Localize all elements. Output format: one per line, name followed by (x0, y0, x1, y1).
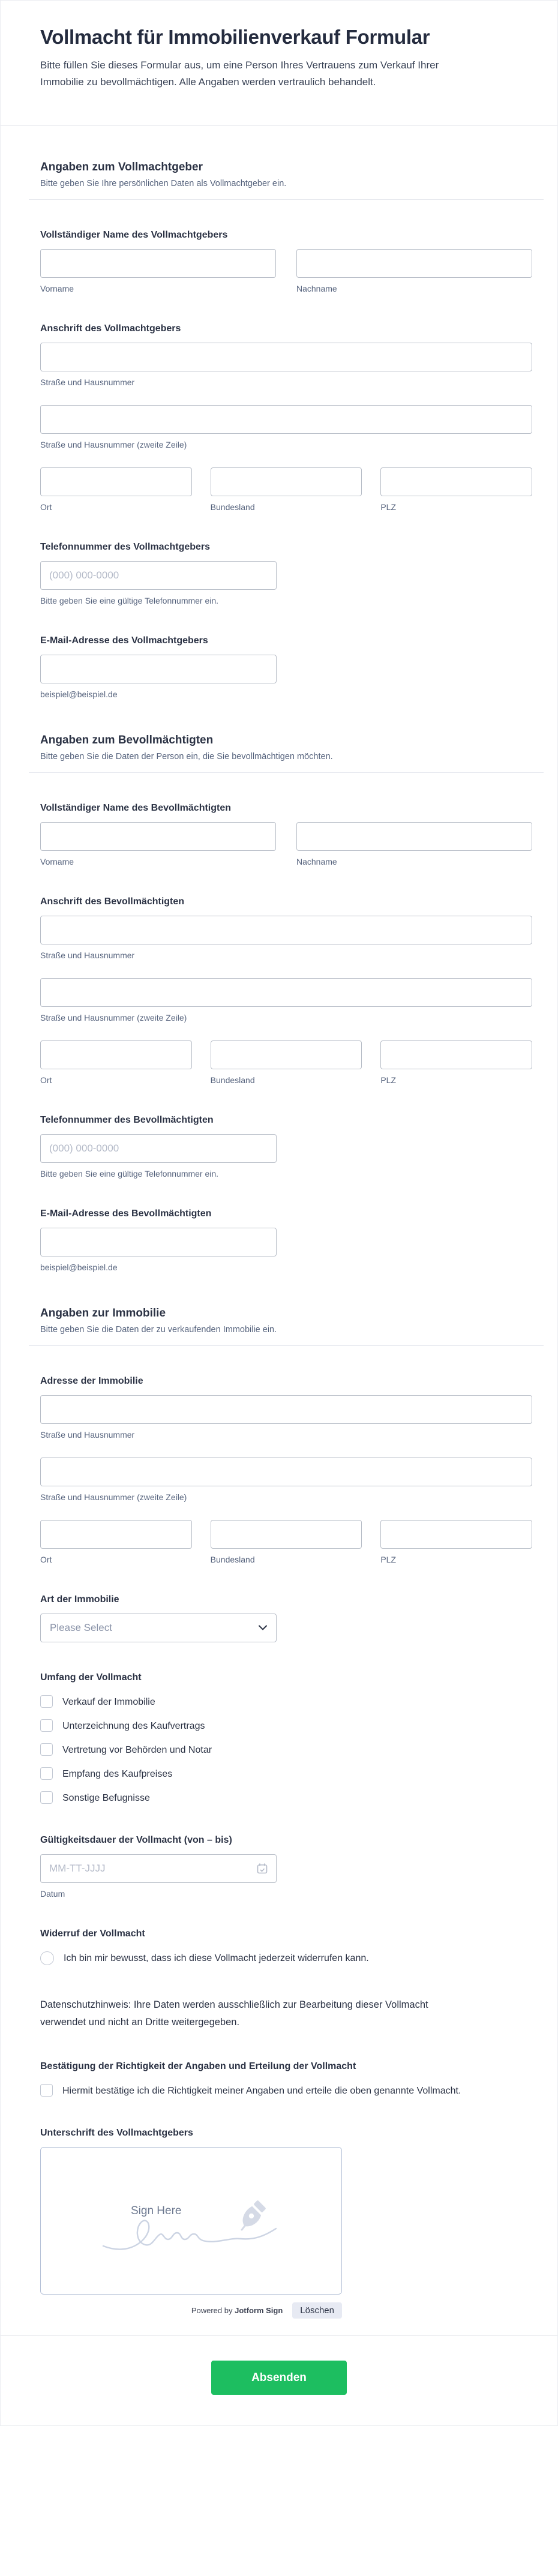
question-label: E-Mail-Adresse des Vollmachtgebers (40, 635, 208, 646)
email-example: beispiel@beispiel.de (40, 689, 118, 699)
section-divider (29, 1345, 544, 1346)
question-grantor-address (40, 323, 532, 512)
section-divider (29, 772, 544, 773)
chevron-down-icon (259, 1623, 267, 1633)
sign-here-label: Sign Here (131, 2205, 182, 2217)
question-revocation (40, 1929, 532, 1965)
sublabel-state: Bundesland (210, 1555, 255, 1564)
select-placeholder: Please Select (50, 1622, 112, 1633)
scope-option-verkauf[interactable] (40, 1695, 532, 1709)
section-property (40, 1272, 532, 2319)
question-validity (40, 1835, 532, 1899)
agent-last-name-input[interactable] (296, 822, 532, 851)
property-street-input[interactable] (40, 1395, 532, 1424)
grantor-street2-input[interactable] (40, 405, 532, 434)
sublabel-zip: PLZ (380, 1075, 397, 1085)
question-label: Bestätigung der Richtigkeit der Angaben und Erteilung der Vollmacht (40, 2061, 356, 2071)
option-label: Ich bin mir bewusst, dass ich diese Vollmacht jederzeit widerrufen kann. (64, 1953, 369, 1963)
question-label: Adresse der Immobilie (40, 1376, 143, 1386)
section-grantor (40, 126, 532, 699)
sublabel-street2: Straße und Hausnummer (zweite Zeile) (40, 1013, 187, 1022)
agent-email-input[interactable] (40, 1228, 277, 1256)
scope-option-unterzeichnung[interactable] (40, 1719, 532, 1733)
sublabel-city: Ort (40, 1075, 52, 1085)
section-agent-subtitle: Bitte geben Sie die Daten der Person ein, die Sie bevollmächtigen möchten. (40, 752, 333, 761)
property-street2-input[interactable] (40, 1458, 532, 1486)
question-agent-phone (40, 1115, 532, 1178)
question-signature (40, 2128, 532, 2319)
grantor-city-input[interactable] (40, 467, 192, 496)
sublabel-street: Straße und Hausnummer (40, 377, 135, 387)
section-property-subtitle: Bitte geben Sie die Daten der zu verkaufenden Immobilie ein. (40, 1325, 277, 1335)
grantor-last-name-input[interactable] (296, 249, 532, 278)
sublabel-date: Datum (40, 1889, 65, 1899)
form-subtitle: Bitte füllen Sie dieses Formular aus, um eine Person Ihres Vertrauens zum Verkauf Ihrer Immobilie zu bevollmächtigen. Alle Angaben werden vertraulich behandelt. (40, 59, 439, 88)
question-scope (40, 1672, 532, 1805)
checkbox[interactable] (40, 1719, 53, 1732)
agent-phone-input[interactable] (40, 1134, 277, 1163)
agent-street-input[interactable] (40, 916, 532, 944)
agent-street2-input[interactable] (40, 978, 532, 1007)
question-label: Umfang der Vollmacht (40, 1672, 142, 1683)
agent-state-input[interactable] (211, 1040, 362, 1069)
option-label: Empfang des Kaufpreises (62, 1769, 173, 1779)
property-state-input[interactable] (211, 1520, 362, 1549)
section-property-title: Angaben zur Immobilie (40, 1307, 166, 1320)
scope-option-vertretung[interactable] (40, 1743, 532, 1757)
sublabel-street2: Straße und Hausnummer (zweite Zeile) (40, 1492, 187, 1502)
question-property-type (40, 1594, 532, 1642)
question-label: Gültigkeitsdauer der Vollmacht (von – bis) (40, 1835, 232, 1845)
question-agent-email (40, 1208, 532, 1272)
sublabel-street2: Straße und Hausnummer (zweite Zeile) (40, 440, 187, 449)
checkbox[interactable] (40, 1695, 53, 1708)
section-agent (40, 699, 532, 1272)
sublabel-zip: PLZ (380, 1555, 397, 1564)
checkbox[interactable] (40, 1767, 53, 1780)
agent-city-input[interactable] (40, 1040, 192, 1069)
sublabel-city: Ort (40, 1555, 52, 1564)
section-grantor-head (40, 126, 532, 200)
grantor-zip-input[interactable] (380, 467, 532, 496)
powered-by-text: Powered by Jotform Sign (191, 2306, 283, 2315)
question-label: Vollständiger Name des Vollmachtgebers (40, 230, 228, 240)
sublabel-city: Ort (40, 502, 52, 512)
calendar-icon[interactable] (256, 1863, 268, 1878)
question-label: E-Mail-Adresse des Bevollmächtigten (40, 1208, 212, 1219)
phone-hint: Bitte geben Sie eine gültige Telefonnummer ein. (40, 1169, 219, 1178)
question-grantor-name (40, 230, 532, 293)
validity-date-input[interactable] (40, 1854, 277, 1883)
revocation-option[interactable] (40, 1951, 532, 1965)
question-label: Anschrift des Bevollmächtigten (40, 896, 185, 907)
sublabel-last-name: Nachname (296, 857, 337, 866)
pen-nib-icon (240, 2199, 271, 2236)
scope-options (40, 1695, 532, 1805)
form-footer (1, 2335, 557, 2425)
section-property-head (40, 1272, 532, 1346)
section-grantor-title: Angaben zum Vollmachtgeber (40, 161, 203, 173)
property-type-select[interactable] (40, 1614, 277, 1642)
scope-option-empfang[interactable] (40, 1767, 532, 1781)
submit-button[interactable]: Absenden (211, 2361, 347, 2395)
confirmation-option[interactable] (40, 2084, 532, 2098)
sublabel-street: Straße und Hausnummer (40, 1430, 135, 1440)
option-label: Verkauf der Immobilie (62, 1697, 155, 1707)
question-label: Vollständiger Name des Bevollmächtigten (40, 803, 232, 813)
signature-footer (40, 2302, 342, 2319)
question-label: Anschrift des Vollmachtgebers (40, 323, 181, 334)
email-example: beispiel@beispiel.de (40, 1262, 118, 1272)
question-agent-address (40, 896, 532, 1085)
form-header (1, 1, 557, 126)
radio-button[interactable] (40, 1951, 54, 1965)
scope-option-sonstige[interactable] (40, 1791, 532, 1805)
section-divider (29, 199, 544, 200)
grantor-email-input[interactable] (40, 655, 277, 683)
question-label: Unterschrift des Vollmachtgebers (40, 2128, 193, 2138)
grantor-street-input[interactable] (40, 343, 532, 371)
option-label: Hiermit bestätige ich die Richtigkeit meiner Angaben und erteile die oben genannte Vollmacht. (62, 2086, 461, 2096)
question-label: Telefonnummer des Bevollmächtigten (40, 1115, 214, 1125)
sublabel-first-name: Vorname (40, 284, 74, 293)
grantor-first-name-input[interactable] (40, 249, 276, 278)
option-label: Unterzeichnung des Kaufvertrags (62, 1721, 205, 1731)
property-city-input[interactable] (40, 1520, 192, 1549)
form-title: Vollmacht für Immobilienverkauf Formular (40, 26, 430, 48)
phone-hint: Bitte geben Sie eine gültige Telefonnummer ein. (40, 596, 219, 605)
property-zip-input[interactable] (380, 1520, 532, 1549)
question-grantor-phone (40, 542, 532, 605)
question-agent-name (40, 803, 532, 866)
sublabel-state: Bundesland (210, 502, 255, 512)
sublabel-state: Bundesland (210, 1075, 255, 1085)
sublabel-last-name: Nachname (296, 284, 337, 293)
checkbox[interactable] (40, 1743, 53, 1756)
grantor-phone-input[interactable] (40, 561, 277, 590)
question-grantor-email (40, 635, 532, 699)
signature-clear-button[interactable]: Löschen (292, 2302, 342, 2319)
option-label: Sonstige Befugnisse (62, 1793, 150, 1803)
question-label: Telefonnummer des Vollmachtgebers (40, 542, 211, 552)
section-agent-title: Angaben zum Bevollmächtigten (40, 734, 214, 746)
section-grantor-subtitle: Bitte geben Sie Ihre persönlichen Daten als Vollmachtgeber ein. (40, 179, 287, 188)
question-label: Art der Immobilie (40, 1594, 119, 1605)
question-label: Widerruf der Vollmacht (40, 1929, 145, 1939)
checkbox[interactable] (40, 2084, 53, 2097)
agent-first-name-input[interactable] (40, 822, 276, 851)
sublabel-zip: PLZ (380, 502, 397, 512)
agent-zip-input[interactable] (380, 1040, 532, 1069)
form-body (1, 126, 557, 2319)
checkbox[interactable] (40, 1791, 53, 1804)
sublabel-first-name: Vorname (40, 857, 74, 866)
sublabel-street: Straße und Hausnummer (40, 950, 135, 960)
question-property-address (40, 1376, 532, 1564)
grantor-state-input[interactable] (211, 467, 362, 496)
signature-pad[interactable] (40, 2147, 342, 2295)
question-confirmation (40, 2061, 532, 2098)
section-agent-head (40, 699, 532, 773)
privacy-note: Datenschutzhinweis: Ihre Daten werden ausschließlich zur Bearbeitung dieser Vollmacht verwendet und nicht an Dritte weitergegeben. (40, 1999, 428, 2028)
option-label: Vertretung vor Behörden und Notar (62, 1745, 212, 1755)
